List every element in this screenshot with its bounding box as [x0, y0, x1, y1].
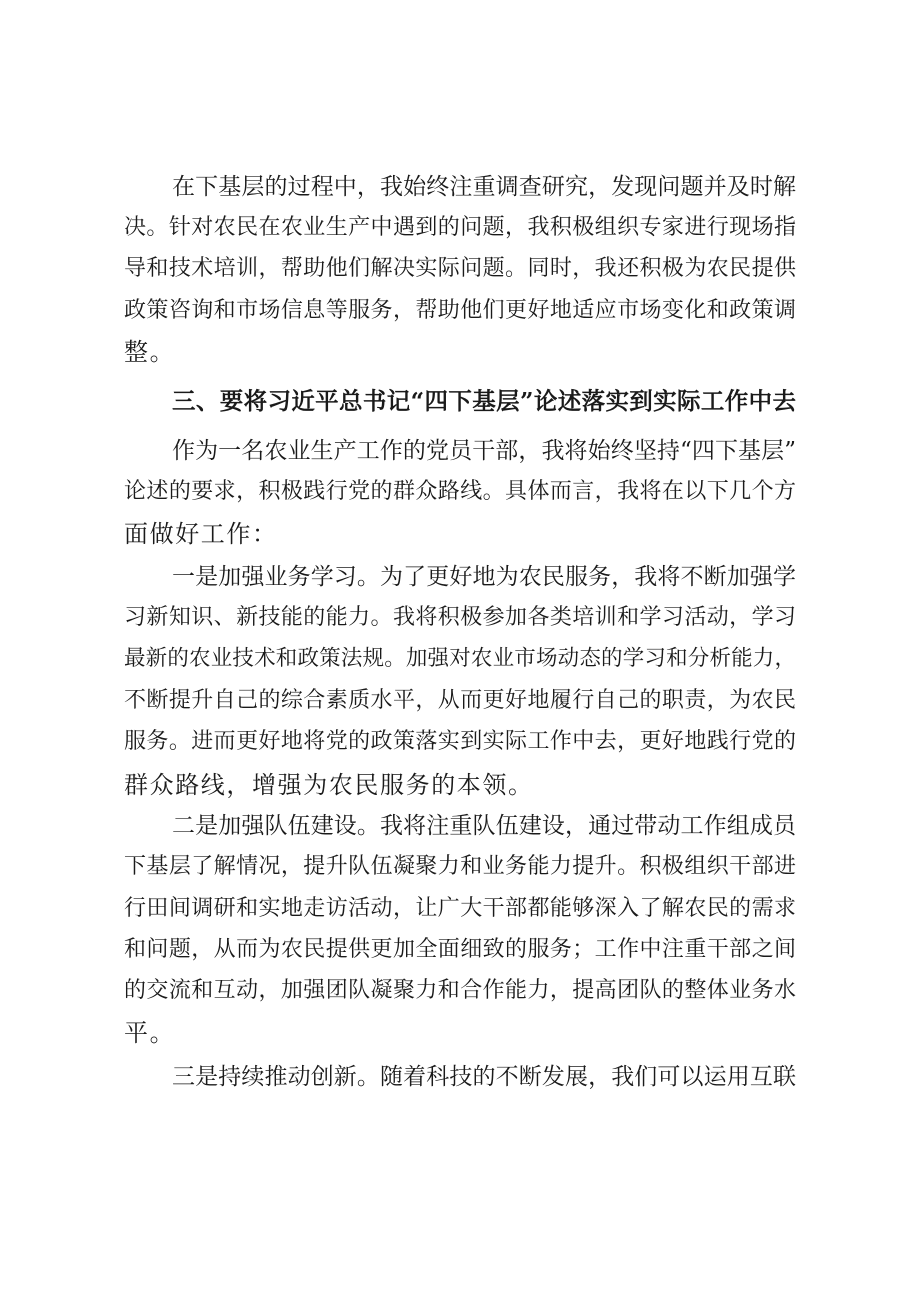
paragraph-line: 习新知识、新技能的能力。我将积极参加各类培训和学习活动，学习 — [124, 605, 796, 630]
paragraph-line: 决。针对农民在农业生产中遇到的问题，我积极组织专家进行现场指 — [124, 215, 796, 240]
paragraph-line: 行田间调研和实地走访活动，让广大干部都能够深入了解农民的需求 — [124, 896, 796, 921]
paragraph-line: 服务。进而更好地将党的政策落实到实际工作中去，更好地践行党的 — [124, 729, 796, 754]
paragraph-line: 最新的农业技术和政策法规。加强对农业市场动态的学习和分析能力， — [124, 646, 796, 671]
paragraph-line: 面做好工作： — [124, 520, 278, 548]
paragraph-line: 作为一名农业生产工作的党员干部，我将始终坚持“四下基层” — [172, 438, 796, 464]
paragraph-line: 整。 — [124, 338, 176, 366]
paragraph-line: 三是持续推动创新。随着科技的不断发展，我们可以运用互联 — [172, 1064, 796, 1090]
paragraph-line: 导和技术培训，帮助他们解决实际问题。同时，我还积极为农民提供 — [124, 256, 796, 281]
paragraph-line: 的交流和互动，加强团队凝聚力和合作能力，提高团队的整体业务水 — [124, 978, 796, 1003]
paragraph-line: 和问题，从而为农民提供更加全面细致的服务；工作中注重干部之间 — [124, 937, 796, 962]
paragraph-line: 二是加强队伍建设。我将注重队伍建设，通过带动工作组成员 — [172, 813, 796, 839]
paragraph-line: 群众路线，增强为农民服务的本领。 — [124, 771, 534, 799]
paragraph-line: 政策咨询和市场信息等服务，帮助他们更好地适应市场变化和政策调 — [124, 298, 796, 323]
paragraph-line: 论述的要求，积极践行党的群众路线。具体而言，我将在以下几个方 — [124, 479, 796, 504]
paragraph-line: 在下基层的过程中，我始终注重调查研究，发现问题并及时解 — [172, 174, 796, 200]
paragraph-line: 平。 — [124, 1019, 176, 1047]
paragraph-line: 下基层了解情况，提升队伍凝聚力和业务能力提升。积极组织干部进 — [124, 854, 796, 879]
paragraph-line: 一是加强业务学习。为了更好地为农民服务，我将不断加强学 — [172, 564, 796, 590]
paragraph-line: 不断提升自己的综合素质水平，从而更好地履行自己的职责，为农民 — [124, 688, 796, 713]
section-heading: 三、要将习近平总书记“四下基层”论述落实到实际工作中去 — [172, 387, 796, 415]
